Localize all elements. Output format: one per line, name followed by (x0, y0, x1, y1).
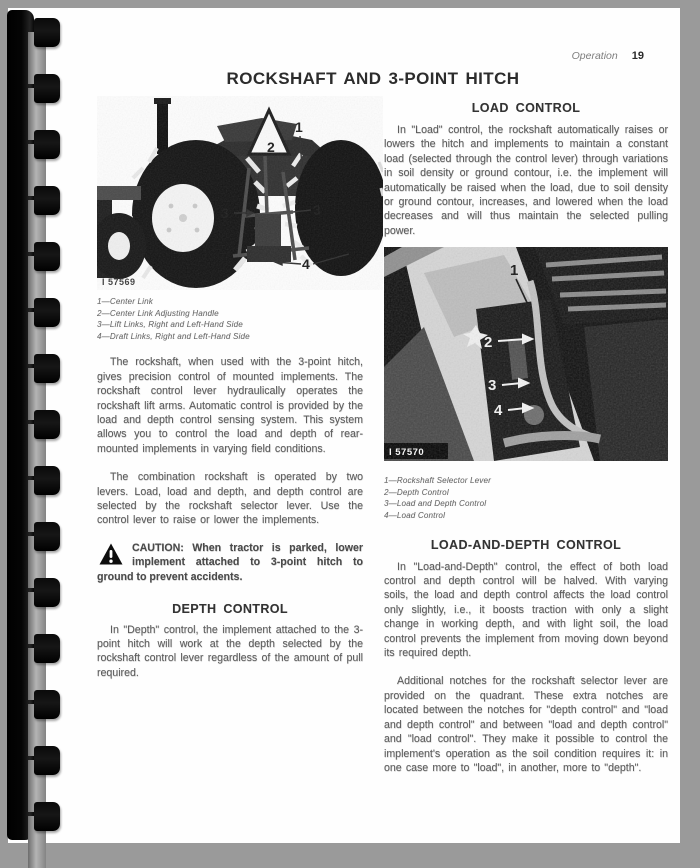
binding (0, 8, 64, 844)
caption-line: 2—Center Link Adjusting Handle (97, 308, 219, 318)
paragraph: Additional notches for the rockshaft selector lever are provided on the quadrant. These extra notches are located between the notches for "depth control" and "load and depth control" and between "load and depth control" and "load control". They make it possible to control the implement's operation as the soil condition requires it: in one case more to "load", in another, more to "depth". (384, 675, 668, 774)
binding-tooth (26, 74, 62, 130)
binding-tooth (26, 578, 62, 634)
binding-tooth (26, 746, 62, 802)
photo-id-label: I 57569 (102, 277, 136, 287)
callout-2: 2 (484, 334, 493, 352)
binding-tooth (26, 522, 62, 578)
caption-line: 1—Rockshaft Selector Lever (384, 476, 492, 486)
caution-block (97, 541, 363, 585)
callout-1: 1 (510, 262, 519, 280)
binding-tooth (26, 802, 62, 858)
callout-4: 4 (494, 402, 503, 420)
callout-3: 3 (488, 377, 497, 395)
binding-tooth (26, 466, 62, 522)
figure1-caption (97, 296, 383, 342)
warning-triangle-icon (99, 543, 123, 565)
figure2-caption (384, 475, 668, 521)
load-control-heading: LOAD CONTROL (471, 101, 581, 115)
left-column (97, 96, 383, 680)
binding-tooth (26, 18, 62, 74)
binding-tooth (26, 690, 62, 746)
page-title: ROCKSHAFT AND 3-POINT HITCH (226, 69, 520, 88)
paragraph: In "Load" control, the rockshaft automatically raises or lowers the hitch and implements to maintain a constant load (selected through the control lever) through variations in soil density or ground contour, i.e. the implement will automatically be raised when the load, due to soil density or ground contour, increases, and lowered when the load decreases and will thus maintain the selected pulling power. (384, 124, 668, 237)
caption-line: 4—Draft Links, Right and Left-Hand Side (97, 331, 250, 341)
paragraph: In "Load-and-Depth" control, the effect of both load control and depth control will be halved. With varying soils, the load and depth control affects the load control only slightly, i.e., it boosts traction with only a slight change in working depth, and with light soil, the load control prevents the implement from moving down beyond its required depth. (384, 560, 668, 660)
caption-line: 4—Load Control (384, 511, 446, 521)
depth-control-heading: DEPTH CONTROL (172, 601, 288, 616)
callout-3-left: 3 (221, 205, 229, 221)
callout-4: 4 (302, 256, 310, 272)
binding-tooth (26, 242, 62, 298)
caption-line: 3—Lift Links, Right and Left-Hand Side (97, 320, 243, 330)
callout-3-right: 3 (313, 202, 321, 218)
load-and-depth-heading: LOAD-AND-DEPTH CONTROL (430, 537, 622, 552)
binding-tooth (26, 130, 62, 186)
caption-line: 1—Center Link (97, 297, 153, 306)
section-label: Operation (571, 50, 618, 62)
caution-text: CAUTION: When tractor is parked, lower implement attached to 3-point hitch to ground to prevent accidents. (97, 541, 363, 584)
photo-id-label: I 57570 (389, 447, 425, 459)
binding-tooth (26, 410, 62, 466)
paragraph: The combination rockshaft is operated by two levers. Load, load and depth, and depth control are selected by the rockshaft selector lever. Use the control lever to raise or lower the implements. (97, 471, 363, 527)
tractor-rear-photo (97, 96, 383, 290)
paragraph: In "Depth" control, the implement attached to the 3-point hitch will work at the depth selected by the rockshaft control lever regardless of the amount of pull required. (97, 623, 363, 679)
callout-1: 1 (295, 119, 303, 135)
page-number: 19 (631, 50, 644, 62)
caption-line: 3—Load and Depth Control (384, 499, 487, 509)
binding-tooth (26, 298, 62, 354)
callout-2: 2 (267, 139, 275, 155)
binding-tooth (26, 634, 62, 690)
caption-line: 2—Depth Control (384, 487, 449, 497)
paragraph: The rockshaft, when used with the 3-point hitch, gives precision control of mounted implements. The rockshaft control lever hydraulically operates the rockshaft lift arms. Automatic control is provided by the load and depth control sensing system. This system allows you to control the load and depth of rear-mounted implements in varying field conditions. (97, 356, 363, 455)
binding-tooth (26, 354, 62, 410)
running-head (572, 46, 644, 64)
binding-tooth (26, 186, 62, 242)
selector-lever-photo (384, 247, 668, 461)
right-column (384, 96, 668, 775)
